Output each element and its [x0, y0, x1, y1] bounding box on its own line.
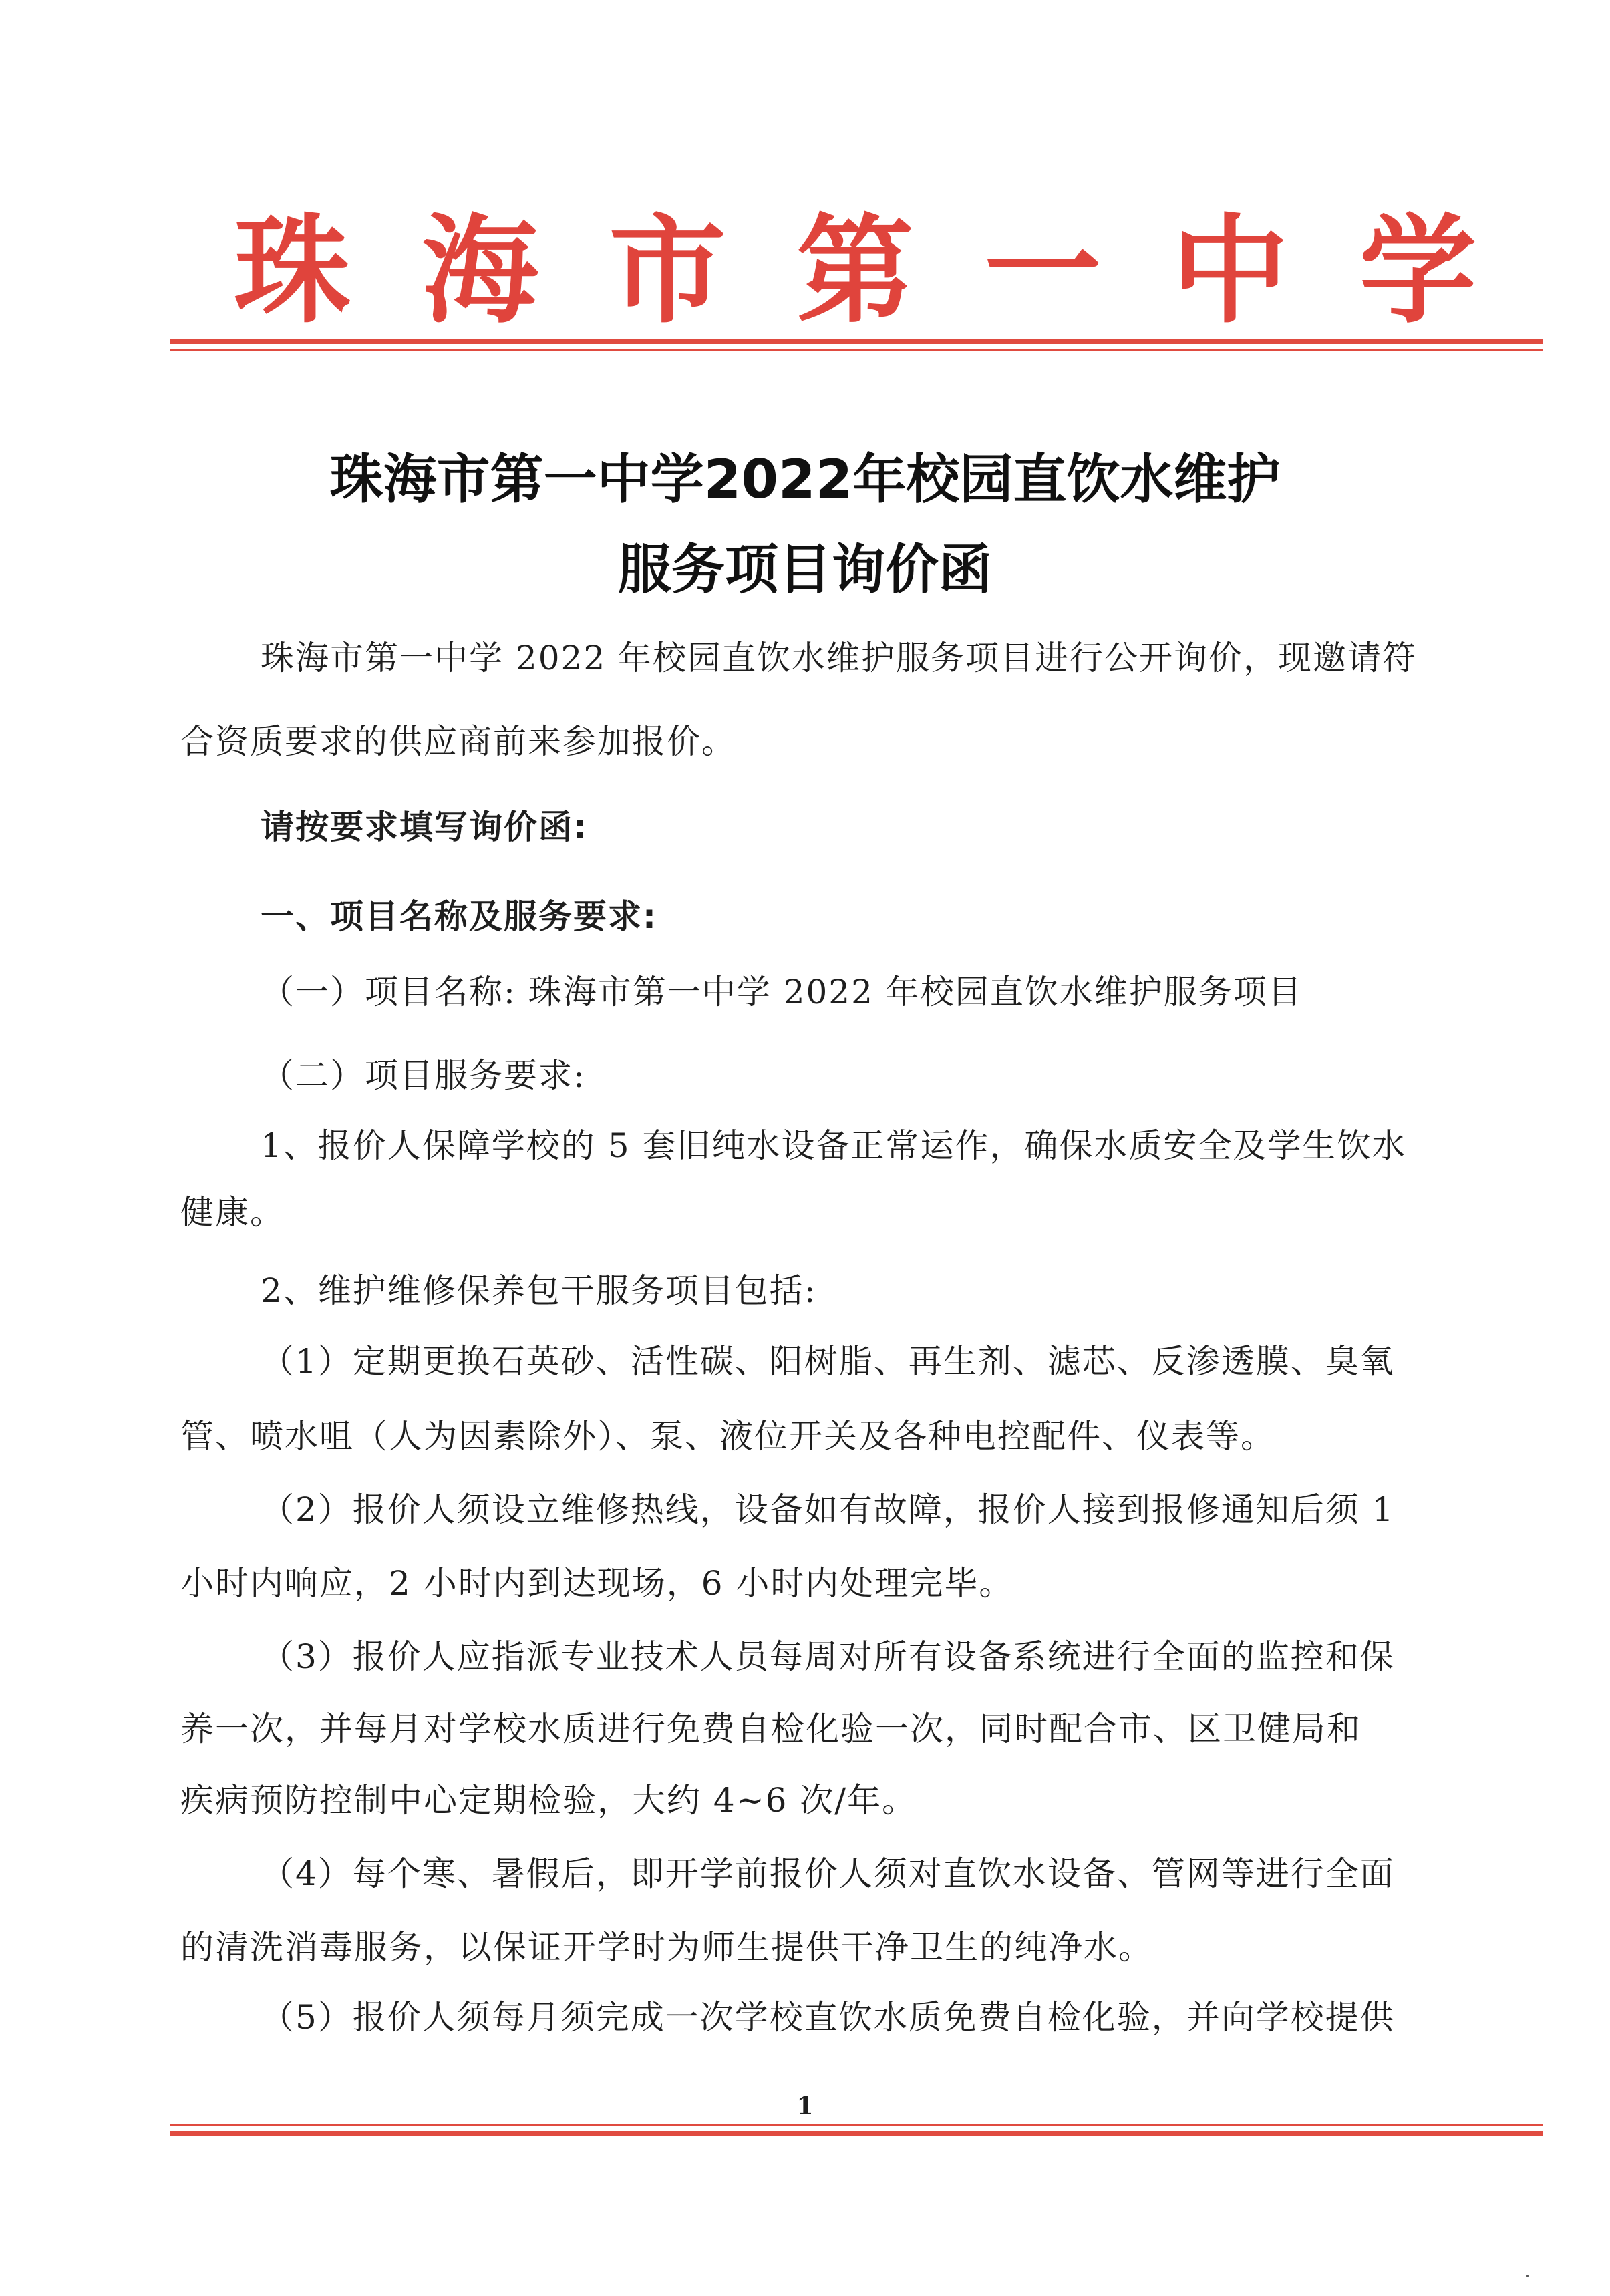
sub-item-3-line-3: 疾病预防控制中心定期检验，大约 4~6 次/年。: [180, 1781, 917, 1820]
item-project-name: （一）项目名称: 珠海市第一中学 2022 年校园直饮水维护服务项目: [261, 973, 1303, 1011]
header-rule-thick: [170, 339, 1543, 344]
sub-item-2-line-1: （2）报价人须设立维修热线，设备如有故障，报价人接到报修通知后须 1: [261, 1490, 1395, 1529]
sub-item-1-line-1: （1）定期更换石英砂、活性碳、阳树脂、再生剂、滤芯、反渗透膜、臭氧: [261, 1342, 1395, 1381]
header-rule-thin: [170, 349, 1543, 351]
intro-line-1: 珠海市第一中学 2022 年校园直饮水维护服务项目进行公开询价，现邀请符: [261, 639, 1418, 677]
paragraph-2: 2、维护维修保养包干服务项目包括:: [261, 1271, 817, 1310]
sub-item-5-line-1: （5）报价人须每月须完成一次学校直饮水质免费自检化验，并向学校提供: [261, 1998, 1395, 2037]
instruction-heading: 请按要求填写询价函:: [261, 808, 588, 846]
sub-item-3-line-1: （3）报价人应指派专业技术人员每周对所有设备系统进行全面的监控和保: [261, 1637, 1395, 1676]
paragraph-1-line-2: 健康。: [180, 1193, 285, 1232]
doc-title-line-2: 服务项目询价函: [618, 538, 992, 601]
letterhead: [167, 204, 1543, 337]
sub-item-4-line-1: （4）每个寒、暑假后，即开学前报价人须对直饮水设备、管网等进行全面: [261, 1854, 1395, 1893]
letterhead-char-2: 海: [421, 202, 538, 339]
sub-item-3-line-2: 养一次，并每月对学校水质进行免费自检化验一次，同时配合市、区卫健局和: [180, 1709, 1361, 1748]
intro-line-2: 合资质要求的供应商前来参加报价。: [180, 722, 736, 761]
doc-title-line-1: 珠海市第一中学2022年校园直饮水维护: [329, 448, 1281, 510]
sub-item-2-line-2: 小时内响应，2 小时内到达现场，6 小时内处理完毕。: [180, 1564, 1014, 1603]
page-number: 1: [796, 2092, 814, 2120]
letterhead-char-5: 一: [984, 202, 1102, 339]
letterhead-char-4: 第: [796, 202, 914, 339]
footer-rule-thick: [170, 2131, 1543, 2136]
sub-item-4-line-2: 的清洗消毒服务，以保证开学时为师生提供干净卫生的纯净水。: [180, 1928, 1153, 1967]
letterhead-char-3: 市: [609, 202, 726, 339]
paragraph-1-line-1: 1、报价人保障学校的 5 套旧纯水设备正常运作，确保水质安全及学生饮水: [261, 1126, 1407, 1165]
footer-rule-thin: [170, 2124, 1543, 2126]
item-service-requirements: （二）项目服务要求:: [261, 1056, 586, 1095]
section-heading-1: 一、项目名称及服务要求:: [261, 897, 657, 936]
letterhead-char-6: 中: [1172, 202, 1289, 339]
sub-item-1-line-2: 管、喷水咀（人为因素除外）、泵、液位开关及各种电控配件、仪表等。: [180, 1417, 1275, 1456]
letterhead-char-1: 珠: [234, 202, 351, 339]
letterhead-char-7: 学: [1359, 202, 1476, 339]
scan-speck: [1526, 2275, 1529, 2277]
